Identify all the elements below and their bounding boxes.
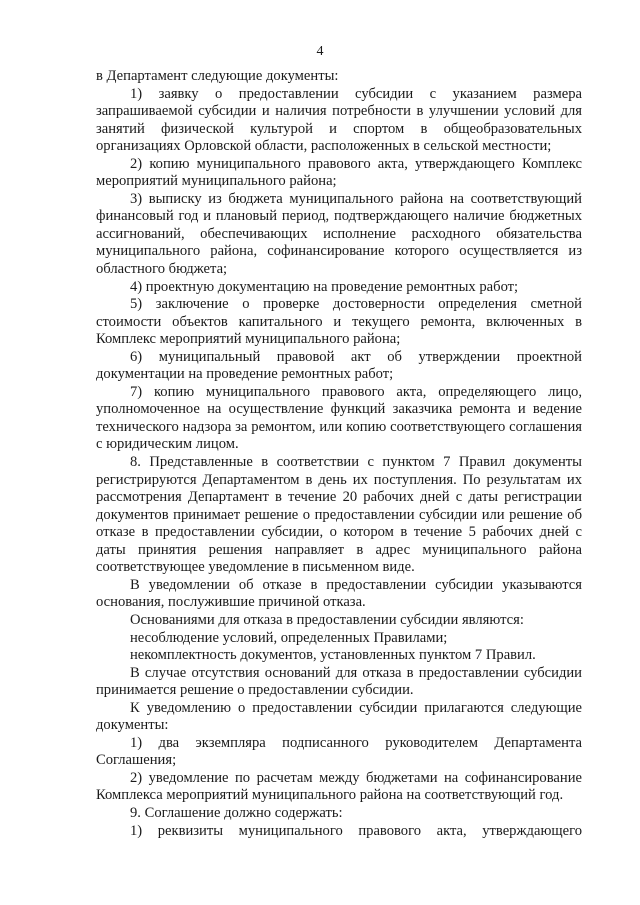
page-number: 4 bbox=[316, 44, 324, 59]
paragraph: В уведомлении об отказе в предоставлении субсидии указываются основания, послужившие причиной отказа. bbox=[96, 576, 582, 611]
paragraph: В случае отсутствия оснований для отказа в предоставлении субсидии принимается решение о предоставлении субсидии. bbox=[96, 664, 582, 699]
paragraph: 4) проектную документацию на проведение ремонтных работ; bbox=[130, 278, 519, 295]
paragraph: 7) копию муниципального правового акта, определяющего лицо, уполномоченное на осуществление функций заказчика ремонта и ведение технического надзора за ремонтом, или копию соответствующего соглашения с юридическим лицом. bbox=[96, 383, 582, 453]
paragraph: Основаниями для отказа в предоставлении субсидии являются: bbox=[130, 611, 524, 628]
paragraph: 9. Соглашение должно содержать: bbox=[130, 804, 343, 821]
document-body bbox=[96, 68, 582, 840]
paragraph: 8. Представленные в соответствии с пунктом 7 Правил документы регистрируются Департаментом в день их поступления. По результатам их рассмотрения Департамент в течение 20 рабочих дней с даты регистрации документов принимает решение о предоставлении субсидии или решение об отказе в предоставлении субсидии, о котором в течение 5 рабочих дней с даты принятия решения направляет в адрес муниципального района соответствующее уведомление в письменном виде. bbox=[96, 454, 582, 576]
paragraph: 1) реквизиты муниципального правового акта, утверждающего bbox=[130, 822, 582, 839]
paragraph: несоблюдение условий, определенных Правилами; bbox=[130, 629, 448, 646]
paragraph: 2) уведомление по расчетам между бюджетами на софинансирование Комплекса мероприятий муниципального района на соответствующий год. bbox=[96, 769, 582, 804]
paragraph: 3) выписку из бюджета муниципального района на соответствующий финансовый год и плановый период, подтверждающего наличие бюджетных ассигнований, обеспечивающих исполнение расходного обязательства муниципального района, софинансирование которого осуществляется из областного бюджета; bbox=[96, 190, 582, 278]
paragraph: в Департамент следующие документы: bbox=[96, 68, 339, 84]
paragraph: 5) заключение о проверке достоверности определения сметной стоимости объектов капитального и текущего ремонта, включенных в Комплекс мероприятий муниципального района; bbox=[96, 296, 582, 348]
paragraph: 2) копию муниципального правового акта, утверждающего Комплекс мероприятий муниципального района; bbox=[96, 155, 582, 190]
paragraph: 6) муниципальный правовой акт об утверждении проектной документации на проведение ремонтных работ; bbox=[96, 348, 582, 383]
paragraph: К уведомлению о предоставлении субсидии прилагаются следующие документы: bbox=[96, 699, 582, 734]
paragraph: 1) заявку о предоставлении субсидии с указанием размера запрашиваемой субсидии и наличия потребности в улучшении условий для занятий физической культурой и спортом в общеобразовательных организациях Орловской области, расположенных в сельской местности; bbox=[96, 85, 582, 155]
paragraph: 1) два экземпляра подписанного руководителем Департамента Соглашения; bbox=[96, 734, 582, 769]
paragraph: некомплектность документов, установленных пунктом 7 Правил. bbox=[130, 647, 536, 664]
